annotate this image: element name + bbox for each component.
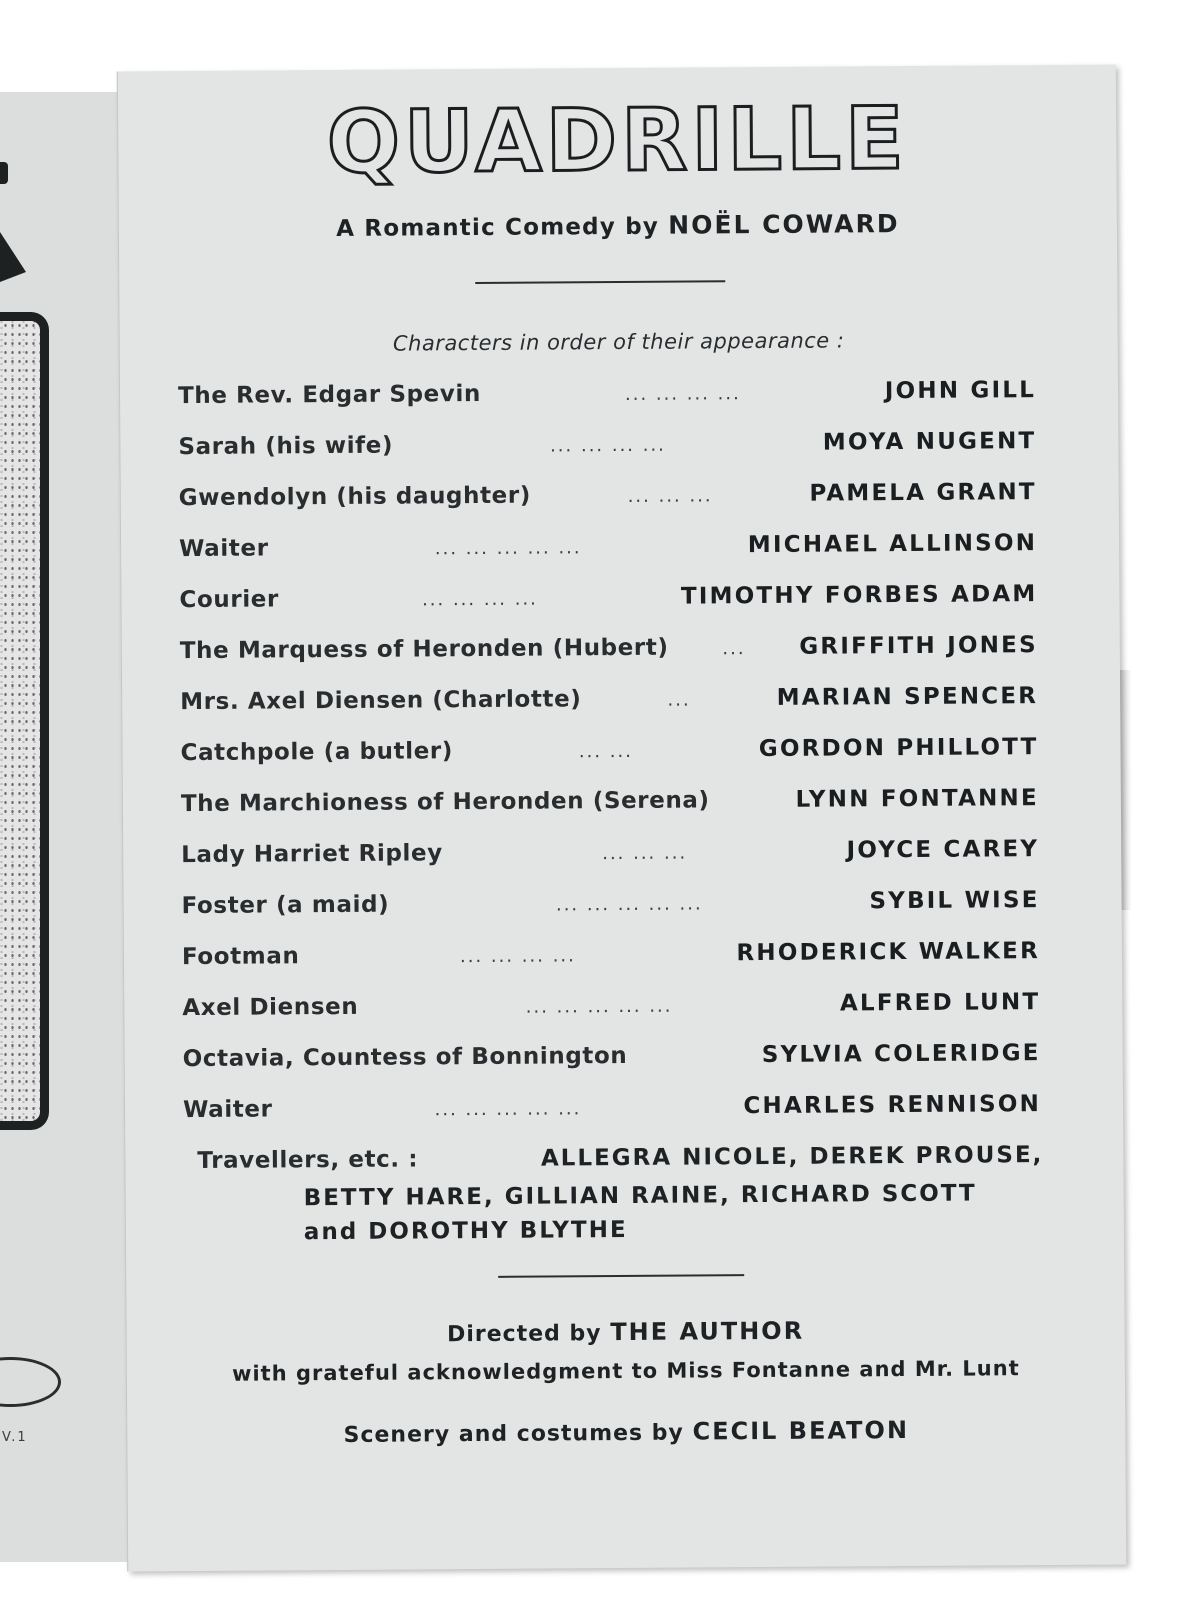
dot-leader: ... ... [578,740,633,763]
actor-name: TIMOTHY FORBES ADAM [680,581,1038,610]
travellers-label: Travellers, etc. : [197,1146,419,1174]
director-name: THE AUTHOR [610,1316,805,1347]
role-name: Axel Diensen [182,993,359,1022]
dot-leader: ... ... ... ... [624,383,741,405]
scenery-credit-prefix: Scenery and costumes by [343,1420,684,1448]
travellers-names-3: and DOROTHY BLYTHE [303,1216,628,1246]
facing-page-ellipse [0,1357,61,1407]
actor-name: JOHN GILL [884,377,1037,405]
cast-heading: Characters in order of their appearance : [392,328,845,356]
dot-leader: ... ... ... ... ... [434,1098,582,1121]
cast-row [182,938,1040,995]
dot-leader: ... [667,689,691,711]
role-name: Courier [179,586,279,614]
cast-row [181,785,1039,842]
role-name: The Marchioness of Heronden (Serena) [180,787,710,818]
director-credit-prefix: Directed by [446,1321,602,1348]
role-name: Catchpole (a butler) [180,738,453,767]
role-name: The Rev. Edgar Spevin [177,380,481,410]
actor-name: MICHAEL ALLINSON [747,530,1038,559]
facing-page-fold-mark: V.1 [2,1430,28,1445]
author-name: NOËL COWARD [668,209,900,240]
actor-name: ALFRED LUNT [839,989,1041,1017]
role-name: Foster (a maid) [181,891,390,920]
facing-page-mark [0,162,8,184]
travellers-names-2: BETTY HARE, GILLIAN RAINE, RICHARD SCOTT [303,1180,977,1212]
role-name: Waiter [182,1096,273,1124]
cast-page [117,65,1126,1572]
role-name: Footman [181,943,300,971]
actor-name: MARIAN SPENCER [776,683,1039,711]
actor-name: SYLVIA COLERIDGE [761,1040,1041,1069]
travellers-names-1: ALLEGRA NICOLE, DEREK PROUSE, [540,1142,1044,1172]
actor-name: JOYCE CAREY [846,836,1040,864]
cast-row [179,530,1037,587]
cast-list [178,377,1041,1148]
dot-leader [710,807,796,808]
cast-row [182,989,1040,1046]
actor-name: RHODERICK WALKER [736,938,1041,967]
role-name: Waiter [179,535,269,563]
dot-leader: ... ... ... ... [459,945,576,968]
scenery-credit [127,1414,1125,1449]
director-credit [127,1315,1125,1350]
dot-leader: ... ... ... ... ... [555,893,703,916]
actor-name: PAMELA GRANT [809,479,1037,507]
role-name: Sarah (his wife) [178,432,394,461]
cast-row [179,581,1037,638]
actor-name: SYBIL WISE [869,887,1040,915]
cast-row [178,428,1036,485]
role-name: Mrs. Axel Diensen (Charlotte) [180,686,582,716]
facing-page-wedge [0,232,26,282]
subtitle-prefix: A Romantic Comedy by [336,213,660,242]
designer-name: CECIL BEATON [692,1416,910,1446]
role-name: The Marquess of Heronden (Hubert) [179,634,669,665]
actor-name: LYNN FONTANNE [795,785,1039,813]
facing-page-illustration-frame [0,312,49,1130]
page-title: QUADRILLE [326,88,909,194]
actor-name: MOYA NUGENT [822,428,1037,456]
subtitle [119,208,1117,244]
cast-row [180,734,1038,791]
dot-leader: ... ... ... ... [421,588,538,611]
actor-name: GORDON PHILLOTT [758,734,1039,763]
cast-row [183,1040,1041,1097]
cast-row [181,836,1039,893]
cast-row [182,887,1040,944]
divider-top [475,280,725,284]
dot-leader: ... ... ... ... [549,434,666,457]
role-name: Gwendolyn (his daughter) [178,482,531,512]
divider-bottom [498,1274,744,1278]
acknowledgment-line: with grateful acknowledgment to Miss Fontanne and Mr. Lunt [231,1356,1020,1386]
actor-name: CHARLES RENNISON [743,1091,1042,1120]
actor-name: GRIFFITH JONES [799,632,1038,660]
cast-row [180,683,1038,740]
cast-row [180,632,1038,689]
dot-leader: ... ... ... [602,842,688,865]
dot-leader: ... ... ... ... ... [434,537,582,560]
dot-leader: ... ... ... ... ... [525,995,673,1018]
dot-leader: ... [722,638,746,660]
cast-row [178,377,1036,434]
cast-row [179,479,1037,536]
dot-leader: ... ... ... [627,485,713,507]
cast-row [183,1091,1041,1148]
dot-leader [627,1062,762,1063]
role-name: Lady Harriet Ripley [181,840,443,869]
travellers-block [197,1142,1044,1250]
role-name: Octavia, Countess of Bonnington [182,1042,628,1073]
